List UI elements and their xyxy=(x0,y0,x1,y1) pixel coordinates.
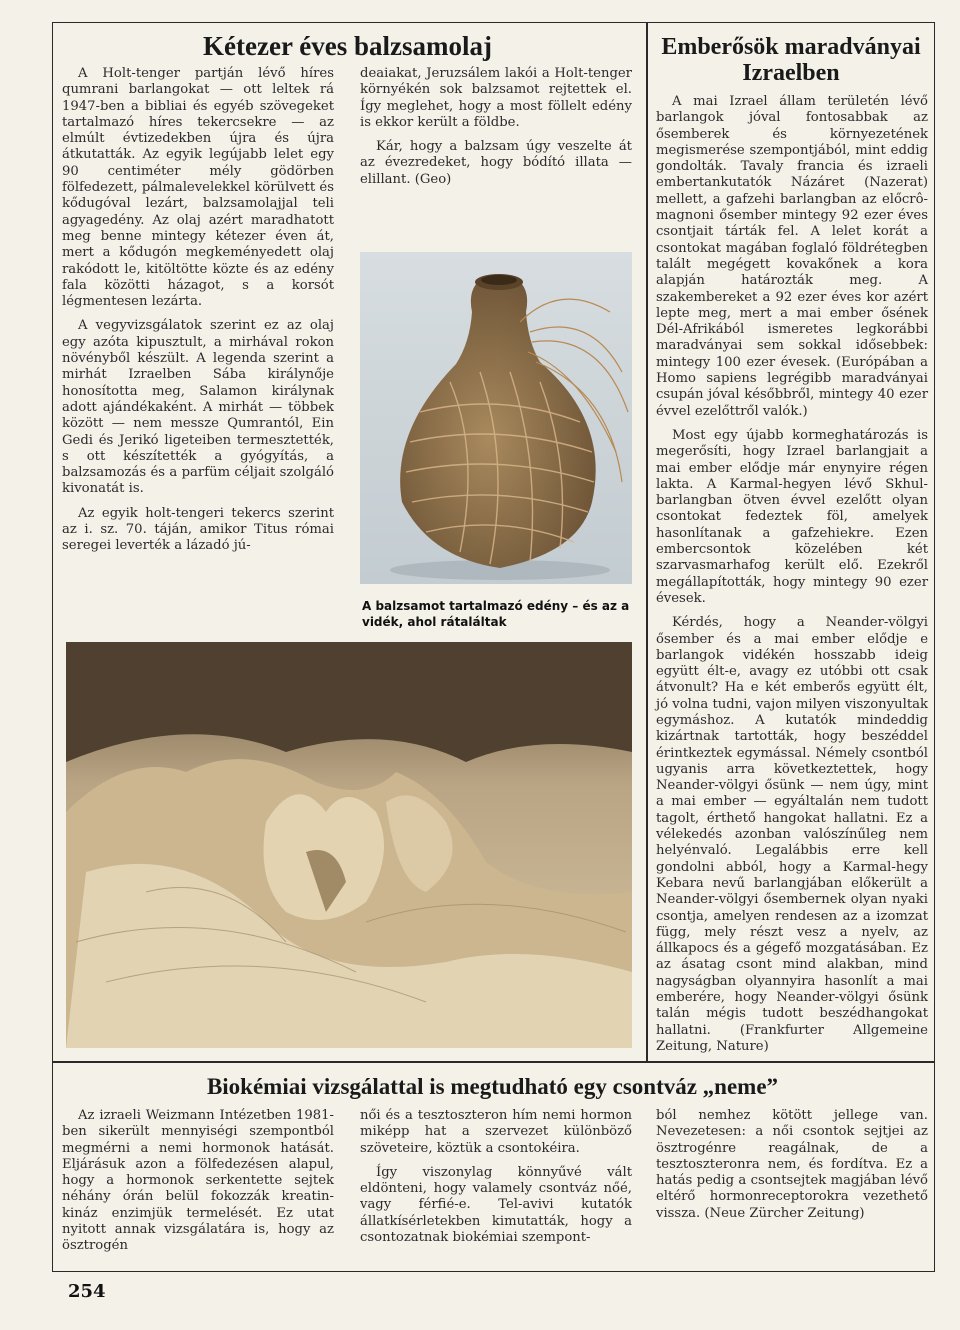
article-title-biochemical: Biokémiai vizsgálattal is megtudható egy csontváz „neme” xyxy=(206,1074,779,1099)
title-line: Izraelben xyxy=(742,60,840,87)
paragraph: női és a tesztoszteron hím nemi hormon miképp hat a szervezet különböző szöveteire, köztük a csontokéira. xyxy=(360,1108,632,1156)
qumran-cliffs-illustration xyxy=(66,642,632,1048)
paragraph: A Holt-tenger partján lévő híres qumrani barlangokat — ott leltek rá 1947-ben a bibliai és egyéb szövegeket tartalmazó híres tekercsekre — az elmúlt évtizedekben újra és újra átkutatták. Az egyik legújabb lelet egy 90 centiméter mély gödörben fölfedezett, pálmalevelekkel körülvett és kődugóval lezárt, balzsamolajjal teli agyagedény. Az olaj azért maradhatott meg benne mintegy kétezer éven át, mert a kődugón megkeményedett olaj rakódott le, kitöltötte közte és az edény fala közötti házagot, s a korsót légmentesen lezárta. xyxy=(62,66,334,310)
article-title-early-humans xyxy=(652,34,930,87)
article-balsam-column-2 xyxy=(360,66,632,196)
paragraph: Így viszonylag könnyűvé vált eldönteni, hogy valamely csontváz nőé, vagy férfié-e. Tel-avivi kutatók állatkísérletekben kimutatták, hogy a csontozatnak biokémiai szempont- xyxy=(360,1164,632,1246)
paragraph: Az izraeli Weizmann Intézetben 1981-ben sikerült mennyiségi szempontból megmérni a nemi hormonok hatását. Eljárásuk azon a fölfedezésen alapul, hogy a hormonok serkentette sejtek néhány órán belül fokozzák kreatin-kináz enzimjük termelését. Ez utat nyitott annak vizsgálatára is, hogy az ösztrogén xyxy=(62,1108,334,1254)
balsam-jar-illustration xyxy=(360,252,632,584)
article-balsam-column-1 xyxy=(62,66,334,563)
page-number: 254 xyxy=(68,1281,106,1302)
article-early-humans-column xyxy=(656,94,928,1063)
title-line: Emberősök maradványai xyxy=(661,34,921,60)
article-biochemical-column-2 xyxy=(360,1108,632,1254)
qumran-landscape-photo xyxy=(66,642,632,1048)
paragraph: A mai Izrael állam területén lévő barlangok jóval fontosabbak az ősemberek és környezetének megismerése szempontjából, mint eddig gondolták. Tavaly francia és izraeli embertankutatók Názáret (Nazerat) mellett, a gafzehi barlangban az előcrô-magnoni ősember mintegy 92 ezer éves csontjait tárták fel. A lelet korát a csontokat magában foglaló földrétegben talált megégett kovakőnek a kora alapján határozták meg. A szakembereket a 92 ezer éves kor azért lepte meg, mert a mai ember ősének Dél-Afrikából ismeretes legkorábbi maradványai sem sokkal idősebbek: mintegy 100 ezer évesek. (Európában a Homo sapiens legrégibb maradványai csupán jóval későbbről, mintegy 40 ezer évvel ezelőttről valók.) xyxy=(656,94,928,419)
article-biochemical-column-1 xyxy=(62,1108,334,1263)
paragraph: A vegyvizsgálatok szerint ez az olaj egy azóta kipusztult, a mirhával rokon növényből készült. A legenda szerint a mirhát Izraelben Sába királynője honosította meg, Salamon királynak adott ajándékaként. A mirhát — többek között — nem messze Qumrantól, Ein Gedi és Jerikó ligeteiben termesztették, s ott készítették a gyógyítás, a balzsamozás és a parfüm céljait szolgáló kivonatát is. xyxy=(62,318,334,497)
paragraph: ból nemhez kötött jellege van. Nevezetesen: a női csontok sejtjei az ösztrogénre reagálnak, de a tesztoszteronra nem, és fordítva. Ez a hatás pedig a csontsejtek magjában lévő eltérő hormonreceptorokra vezethető vissza. (Neue Zürcher Zeitung) xyxy=(656,1108,928,1221)
paragraph: Kérdés, hogy a Neander-völgyi ősember és a mai ember elődje e barlangok vidékén hosszabb ideig együtt élt-e, avagy ez utóbbi ott csak átvonult? Ha e két emberős együtt élt, jó volna tudni, vajon milyen viszonyultak egymáshoz. A kutatók mindeddig kizártnak tartották, hogy beszéddel érintkeztek egymással. Némely csontból ugyanis arra következtettek, hogy Neander-völgyi ősünk — nem úgy, mint a mai ember — egyáltalán nem tudott tagolt, érthető hangokat hallatni. Ez a vélekedés azonban valószínűleg nem helyénvaló. Legalábbis erre kell gondolni abból, hogy a Karmal-hegy Kebara nevű barlangjában előkerült a Neander-völgyi ősembernek olyan nyaki csontja, amelyen rendesen az a izomzat függ, mely részt vesz a nyelv, az állkapocs és a gégefő mozgatásában. Ez az ásatag csont mind alakban, mind nagyságban olyannyira hasonlít a mai emberére, hogy Neander-völgyi ősünk talán mégis tudott beszédhangokat hallatni. (Frankfurter Allgemeine Zeitung, Nature) xyxy=(656,615,928,1054)
paragraph: Most egy újabb kormeghatározás is megerősíti, hogy Izrael barlangjait a mai ember elődje már enynyire régen lakta. A Karmal-hegyen lévő Skhul-barlangban ötven évvel ezelőtt olyan csontokat fedeztek föl, amelyek hasonlítanak a gafzehiekre. Ezen embercsontok közelében két szarvasmarhafog került elő. Ezekről megállapították, hogy mintegy 90 ezer évesek. xyxy=(656,427,928,606)
paragraph: Kár, hogy a balzsam úgy veszelte át az évezredeket, hogy bódító illata — elillant. (Geo) xyxy=(360,139,632,187)
balsam-jar-photo xyxy=(360,252,632,584)
paragraph: Az egyik holt-tengeri tekercs szerint az i. sz. 70. táján, amikor Titus római seregei leverték a lázadó jú- xyxy=(62,505,334,554)
article-biochemical-column-3 xyxy=(656,1108,928,1230)
paragraph: deaiakat, Jeruzsálem lakói a Holt-tenger környékén sok balzsamot rejtettek el. Így meglehet, hogy a most föllelt edény is ekkor került a földbe. xyxy=(360,66,632,130)
article-title-balsam: Kétezer éves balzsamolaj xyxy=(203,31,492,61)
photo-caption: A balzsamot tartalmazó edény – és az a vidék, ahol rátaláltak xyxy=(362,599,630,629)
